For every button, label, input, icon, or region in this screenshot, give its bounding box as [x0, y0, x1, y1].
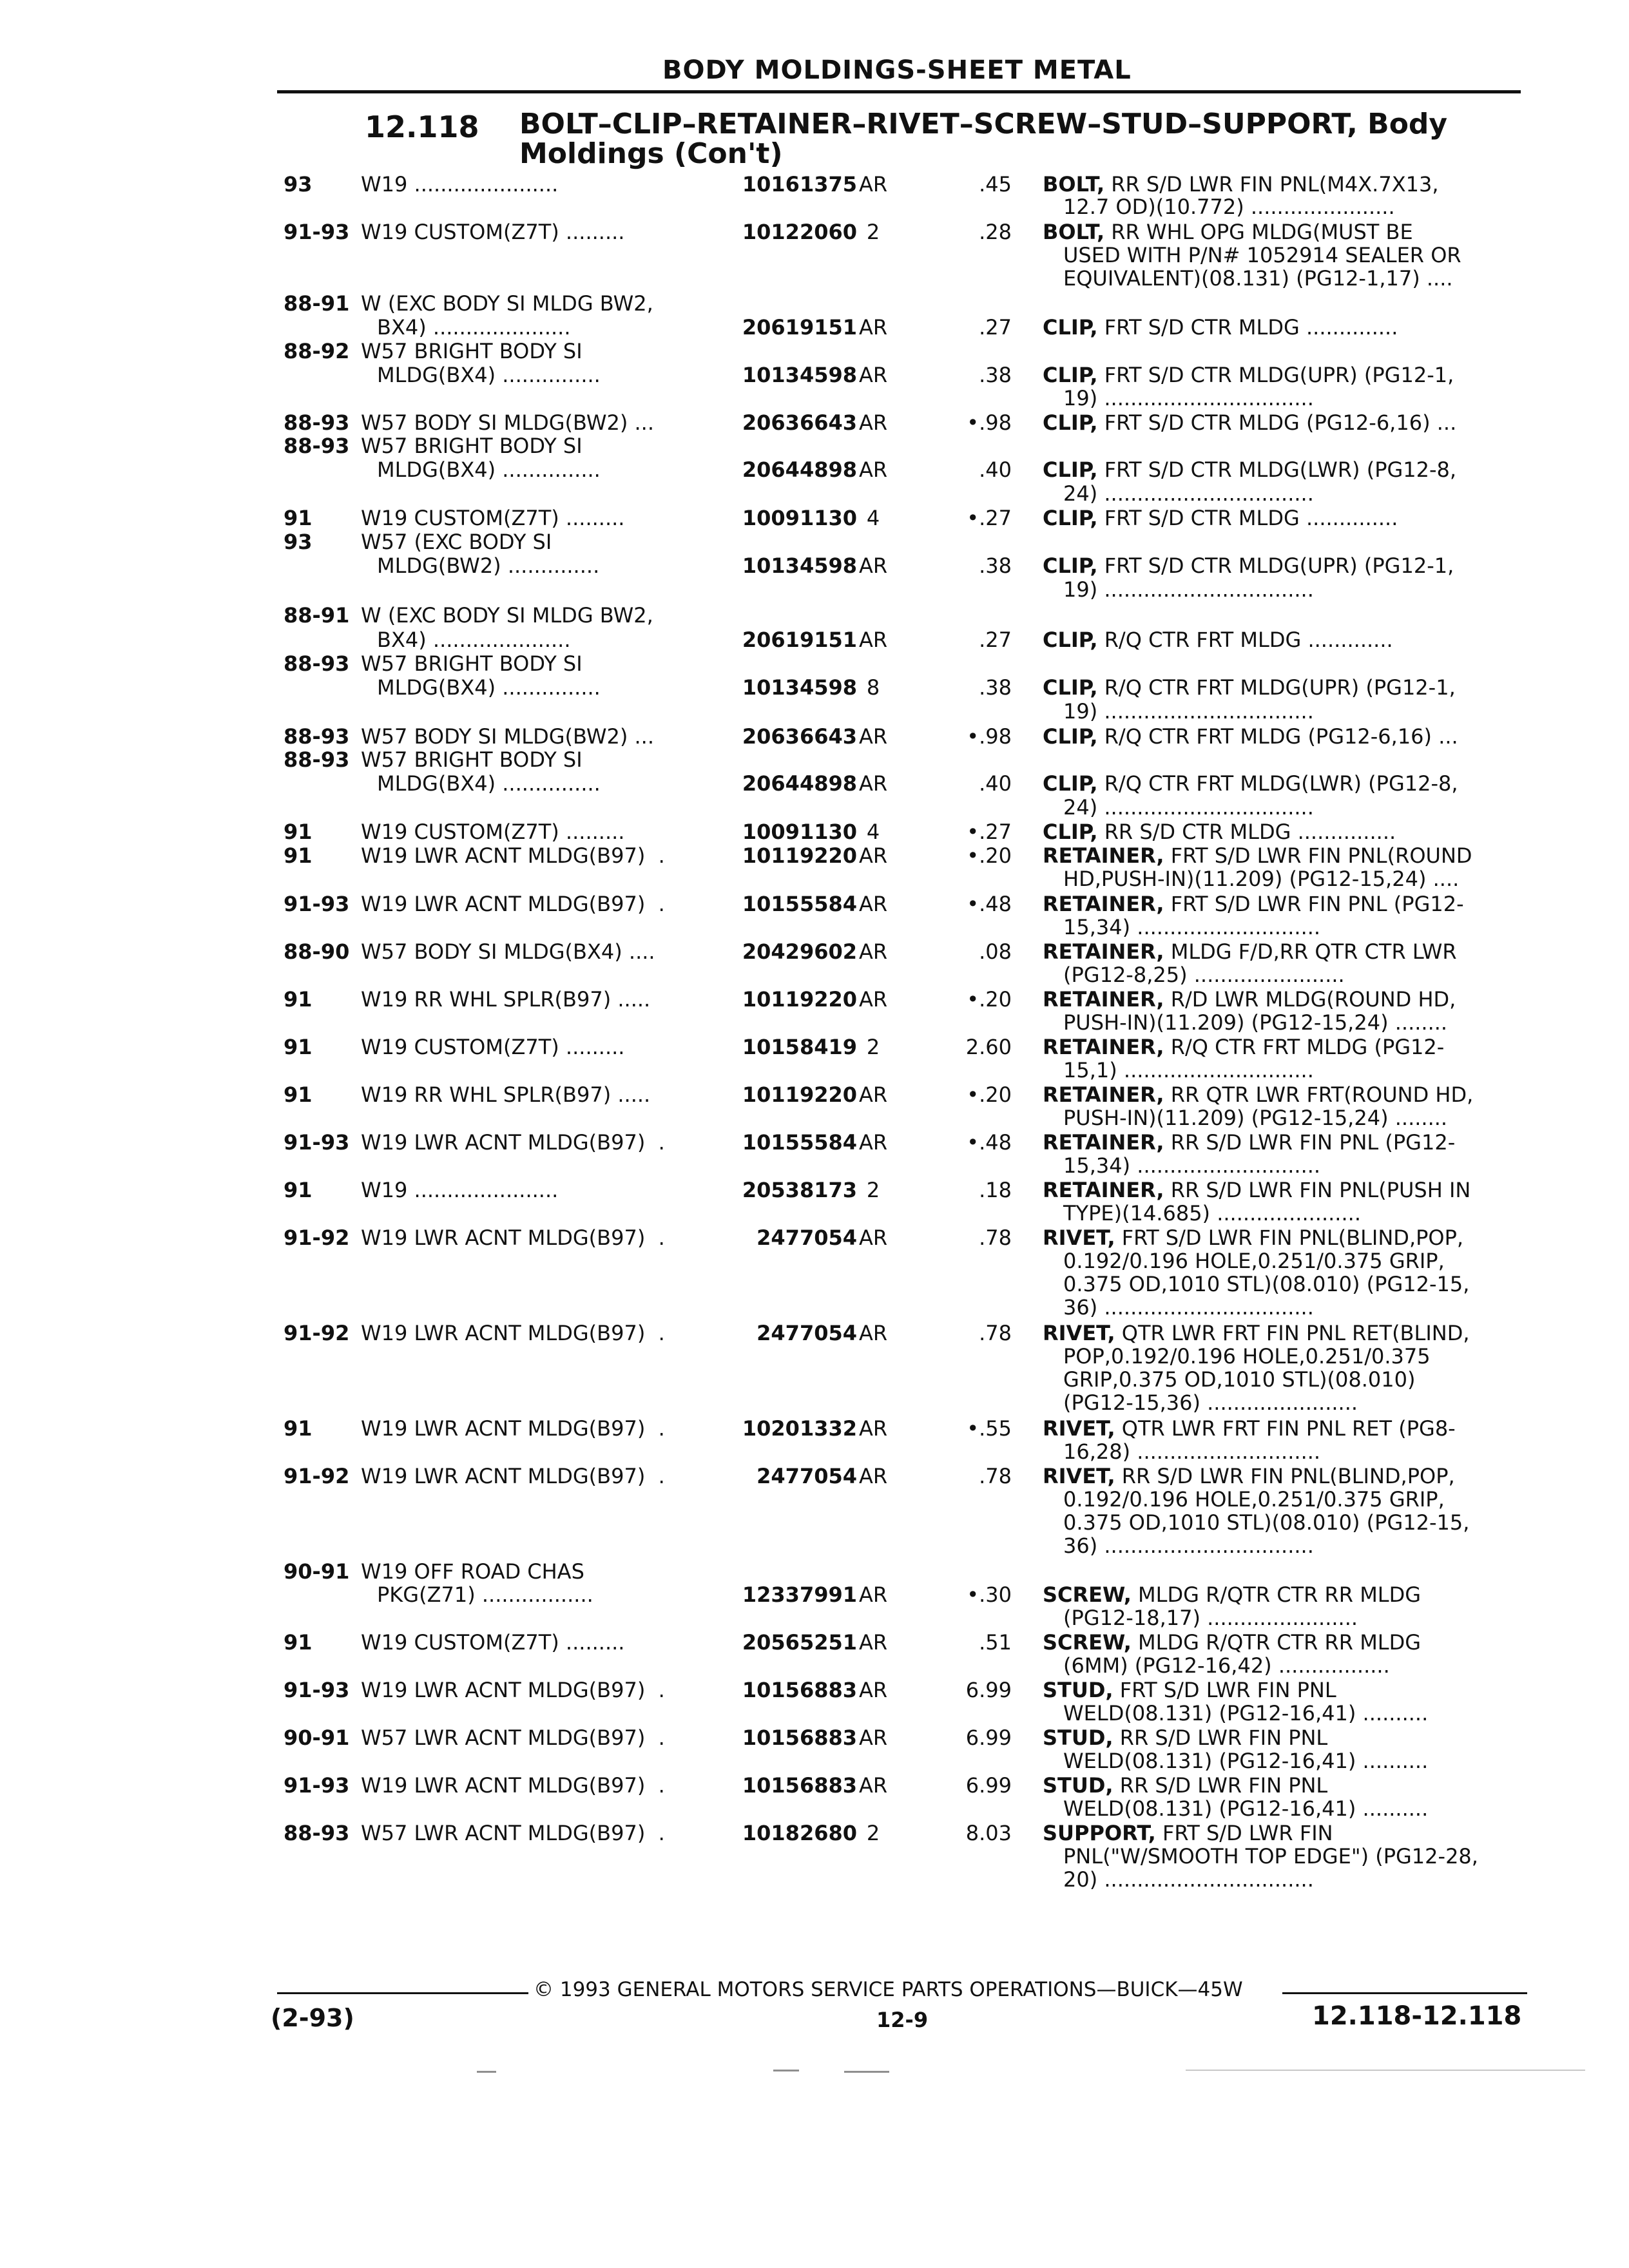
application: W57 BRIGHT BODY SI — [361, 434, 583, 458]
application: W19 LWR ACNT MLDG(B97) . — [361, 1225, 665, 1250]
description-continued: 15,1) ............................. — [1063, 1058, 1314, 1082]
quantity: AR — [858, 1464, 888, 1488]
application-continued: MLDG(BW2) .............. — [377, 553, 600, 578]
description-continued: USED WITH P/N# 1052914 SEALER OR — [1063, 243, 1461, 267]
model-years: 91 — [284, 1630, 313, 1655]
quantity: AR — [858, 1678, 888, 1702]
application: W57 BRIGHT BODY SI — [361, 651, 583, 676]
quantity: 4 — [866, 506, 880, 530]
quantity: AR — [858, 553, 888, 578]
section-title: BOLT–CLIP–RETAINER–RIVET–SCREW–STUD–SUPPORT, Body Moldings (Con't) — [519, 108, 1448, 170]
quantity: AR — [858, 892, 888, 916]
application: W (EXC BODY SI MLDG BW2, — [361, 291, 653, 316]
price: •.20 — [967, 1082, 1012, 1107]
part-number: 10134598 — [742, 363, 857, 387]
price: •.98 — [967, 724, 1012, 749]
part-number: 10155584 — [742, 1130, 857, 1155]
part-number: 10134598 — [742, 553, 857, 578]
description-continued: 0.375 OD,1010 STL)(08.010) (PG12-15, — [1063, 1510, 1470, 1535]
description: RETAINER, R/Q CTR FRT MLDG (PG12- — [1043, 1035, 1445, 1059]
model-years: 88-93 — [284, 434, 350, 458]
scan-artifact — [773, 2070, 799, 2071]
application-continued: MLDG(BX4) ............... — [377, 457, 601, 482]
model-years: 93 — [284, 530, 313, 554]
application: W57 BODY SI MLDG(BW2) ... — [361, 410, 654, 435]
description: CLIP, FRT S/D CTR MLDG .............. — [1043, 506, 1398, 530]
quantity: AR — [858, 1416, 888, 1441]
application: W57 BRIGHT BODY SI — [361, 339, 583, 363]
application: W19 ...................... — [361, 172, 559, 197]
application: W19 ...................... — [361, 1178, 559, 1202]
application-continued: PKG(Z71) ................. — [377, 1582, 593, 1607]
price: •.20 — [967, 987, 1012, 1012]
application: W57 LWR ACNT MLDG(B97) . — [361, 1725, 665, 1750]
description-continued: 15,34) ............................ — [1063, 915, 1321, 939]
model-years: 91-93 — [284, 892, 350, 916]
description-continued: PUSH-IN)(11.209) (PG12-15,24) ........ — [1063, 1010, 1448, 1035]
price: .27 — [979, 628, 1012, 652]
quantity: 2 — [866, 1035, 880, 1059]
edition-date: (2-93) — [271, 2004, 354, 2032]
part-number: 10119220 — [742, 1082, 857, 1107]
application: W19 LWR ACNT MLDG(B97) . — [361, 1773, 665, 1798]
quantity: 8 — [866, 675, 880, 700]
model-years: 88-91 — [284, 603, 350, 628]
part-number: 10156883 — [742, 1773, 857, 1798]
application: W19 LWR ACNT MLDG(B97) . — [361, 1130, 665, 1155]
application: W19 LWR ACNT MLDG(B97) . — [361, 1464, 665, 1488]
description-continued: GRIP,0.375 OD,1010 STL)(08.010) — [1063, 1367, 1416, 1392]
application: W57 (EXC BODY SI — [361, 530, 552, 554]
description: RIVET, RR S/D LWR FIN PNL(BLIND,POP, — [1043, 1464, 1455, 1488]
application-continued: BX4) ..................... — [377, 315, 571, 340]
model-years: 91 — [284, 1035, 313, 1059]
quantity: AR — [858, 457, 888, 482]
description: RETAINER, RR QTR LWR FRT(ROUND HD, — [1043, 1082, 1474, 1107]
quantity: AR — [858, 771, 888, 796]
footer-rule-left — [277, 1992, 528, 1994]
description-continued: WELD(08.131) (PG12-16,41) .......... — [1063, 1701, 1429, 1725]
footer-rule-right — [1282, 1992, 1527, 1994]
description-continued: 36) ................................ — [1063, 1533, 1314, 1558]
price: •.20 — [967, 843, 1012, 868]
model-years: 91 — [284, 1416, 313, 1441]
price: •.30 — [967, 1582, 1012, 1607]
price: .08 — [979, 939, 1012, 964]
part-number: 20636643 — [742, 724, 857, 749]
price: 6.99 — [965, 1773, 1012, 1798]
model-years: 91-93 — [284, 220, 350, 244]
part-number: 20538173 — [742, 1178, 857, 1202]
price: 6.99 — [965, 1725, 1012, 1750]
application: W (EXC BODY SI MLDG BW2, — [361, 603, 653, 628]
price: •.27 — [967, 506, 1012, 530]
description-continued: 0.192/0.196 HOLE,0.251/0.375 GRIP, — [1063, 1249, 1445, 1273]
description-continued: PUSH-IN)(11.209) (PG12-15,24) ........ — [1063, 1106, 1448, 1130]
model-years: 90-91 — [284, 1559, 350, 1584]
description: SCREW, MLDG R/QTR CTR RR MLDG — [1043, 1582, 1422, 1607]
price: .78 — [979, 1464, 1012, 1488]
description: CLIP, FRT S/D CTR MLDG (PG12-6,16) ... — [1043, 410, 1457, 435]
description: BOLT, RR S/D LWR FIN PNL(M4X.7X13, — [1043, 172, 1439, 197]
description-continued: POP,0.192/0.196 HOLE,0.251/0.375 — [1063, 1344, 1431, 1369]
application: W19 CUSTOM(Z7T) ......... — [361, 1630, 625, 1655]
quantity: AR — [858, 843, 888, 868]
quantity: AR — [858, 315, 888, 340]
application: W19 LWR ACNT MLDG(B97) . — [361, 1416, 665, 1441]
description-continued: (PG12-8,25) ....................... — [1063, 963, 1345, 987]
application: W57 BRIGHT BODY SI — [361, 747, 583, 772]
description: BOLT, RR WHL OPG MLDG(MUST BE — [1043, 220, 1413, 244]
model-years: 91 — [284, 820, 313, 844]
application: W19 CUSTOM(Z7T) ......... — [361, 820, 625, 844]
description: RETAINER, RR S/D LWR FIN PNL(PUSH IN — [1043, 1178, 1471, 1202]
part-number: 2477054 — [757, 1225, 857, 1250]
description: CLIP, RR S/D CTR MLDG ............... — [1043, 820, 1396, 844]
model-years: 88-93 — [284, 1821, 350, 1845]
model-years: 88-93 — [284, 651, 350, 676]
price: 8.03 — [965, 1821, 1012, 1845]
quantity: AR — [858, 628, 888, 652]
quantity: AR — [858, 1082, 888, 1107]
quantity: AR — [858, 410, 888, 435]
application-continued: BX4) ..................... — [377, 628, 571, 652]
description: RETAINER, MLDG F/D,RR QTR CTR LWR — [1043, 939, 1457, 964]
part-number: 20619151 — [742, 628, 857, 652]
part-number: 20429602 — [742, 939, 857, 964]
model-years: 91 — [284, 1178, 313, 1202]
model-years: 91 — [284, 506, 313, 530]
model-years: 88-93 — [284, 724, 350, 749]
description-continued: 24) ................................ — [1063, 481, 1314, 506]
description: CLIP, FRT S/D CTR MLDG(UPR) (PG12-1, — [1043, 553, 1454, 578]
price: .51 — [979, 1630, 1012, 1655]
price: •.48 — [967, 1130, 1012, 1155]
description-continued: 19) ................................ — [1063, 577, 1314, 602]
description-continued: 19) ................................ — [1063, 386, 1314, 410]
price: .38 — [979, 363, 1012, 387]
description-continued: (6MM) (PG12-16,42) ................. — [1063, 1653, 1390, 1678]
page-header: BODY MOLDINGS-SHEET METAL — [662, 55, 1132, 85]
description-continued: EQUIVALENT)(08.131) (PG12-1,17) .... — [1063, 266, 1453, 291]
application: W19 LWR ACNT MLDG(B97) . — [361, 892, 665, 916]
section-number: 12.118 — [365, 110, 479, 144]
copyright: © 1993 GENERAL MOTORS SERVICE PARTS OPERATIONS—BUICK—45W — [534, 1978, 1243, 2001]
model-years: 88-90 — [284, 939, 350, 964]
model-years: 91 — [284, 1082, 313, 1107]
part-number: 10156883 — [742, 1678, 857, 1702]
price: .40 — [979, 771, 1012, 796]
description-continued: 0.375 OD,1010 STL)(08.010) (PG12-15, — [1063, 1272, 1470, 1296]
part-number: 10156883 — [742, 1725, 857, 1750]
description: CLIP, FRT S/D CTR MLDG(UPR) (PG12-1, — [1043, 363, 1454, 387]
price: •.55 — [967, 1416, 1012, 1441]
description-continued: (PG12-15,36) ....................... — [1063, 1390, 1358, 1415]
quantity: AR — [858, 1225, 888, 1250]
model-years: 91 — [284, 843, 313, 868]
part-number: 10119220 — [742, 843, 857, 868]
model-years: 91-92 — [284, 1321, 350, 1345]
part-number: 10182680 — [742, 1821, 857, 1845]
application: W19 LWR ACNT MLDG(B97) . — [361, 1678, 665, 1702]
part-number: 10161375 — [742, 172, 857, 197]
quantity: AR — [858, 1725, 888, 1750]
application: W57 BODY SI MLDG(BX4) .... — [361, 939, 655, 964]
price: 2.60 — [965, 1035, 1012, 1059]
description: RETAINER, RR S/D LWR FIN PNL (PG12- — [1043, 1130, 1456, 1155]
model-years: 91-92 — [284, 1225, 350, 1250]
description: STUD, RR S/D LWR FIN PNL — [1043, 1725, 1328, 1750]
price: .27 — [979, 315, 1012, 340]
description-continued: 24) ................................ — [1063, 795, 1314, 820]
quantity: 2 — [866, 220, 880, 244]
model-years: 91-93 — [284, 1130, 350, 1155]
description: CLIP, R/Q CTR FRT MLDG(LWR) (PG12-8, — [1043, 771, 1458, 796]
price: •.98 — [967, 410, 1012, 435]
application: W19 CUSTOM(Z7T) ......... — [361, 506, 625, 530]
page-number: 12-9 — [876, 2008, 929, 2032]
part-number: 2477054 — [757, 1321, 857, 1345]
part-number: 10122060 — [742, 220, 857, 244]
description-continued: 0.192/0.196 HOLE,0.251/0.375 GRIP, — [1063, 1487, 1445, 1512]
part-number: 10134598 — [742, 675, 857, 700]
model-years: 88-93 — [284, 410, 350, 435]
model-years: 88-91 — [284, 291, 350, 316]
application: W57 BODY SI MLDG(BW2) ... — [361, 724, 654, 749]
price: .78 — [979, 1321, 1012, 1345]
part-number: 20644898 — [742, 457, 857, 482]
description: RETAINER, R/D LWR MLDG(ROUND HD, — [1043, 987, 1456, 1012]
description: RETAINER, FRT S/D LWR FIN PNL (PG12- — [1043, 892, 1464, 916]
part-number: 12337991 — [742, 1582, 857, 1607]
description-continued: WELD(08.131) (PG12-16,41) .......... — [1063, 1796, 1429, 1821]
description-continued: (PG12-18,17) ....................... — [1063, 1606, 1358, 1630]
quantity: 2 — [866, 1178, 880, 1202]
description: RIVET, QTR LWR FRT FIN PNL RET (PG8- — [1043, 1416, 1456, 1441]
quantity: AR — [858, 363, 888, 387]
part-number: 10158419 — [742, 1035, 857, 1059]
part-number: 20619151 — [742, 315, 857, 340]
price: •.27 — [967, 820, 1012, 844]
description: SUPPORT, FRT S/D LWR FIN — [1043, 1821, 1333, 1845]
description-continued: 15,34) ............................ — [1063, 1153, 1321, 1178]
application: W19 LWR ACNT MLDG(B97) . — [361, 1321, 665, 1345]
part-number: 20644898 — [742, 771, 857, 796]
description: CLIP, R/Q CTR FRT MLDG (PG12-6,16) ... — [1043, 724, 1458, 749]
model-years: 91 — [284, 987, 313, 1012]
model-years: 91-93 — [284, 1678, 350, 1702]
application: W19 OFF ROAD CHAS — [361, 1559, 584, 1584]
part-number: 2477054 — [757, 1464, 857, 1488]
price: .40 — [979, 457, 1012, 482]
quantity: AR — [858, 939, 888, 964]
part-number: 20636643 — [742, 410, 857, 435]
application: W19 CUSTOM(Z7T) ......... — [361, 1035, 625, 1059]
application: W19 CUSTOM(Z7T) ......... — [361, 220, 625, 244]
description: CLIP, R/Q CTR FRT MLDG(UPR) (PG12-1, — [1043, 675, 1456, 700]
description-continued: 36) ................................ — [1063, 1295, 1314, 1320]
scan-artifact — [844, 2071, 889, 2073]
description-continued: 19) ................................ — [1063, 699, 1314, 724]
model-years: 93 — [284, 172, 313, 197]
price: .18 — [979, 1178, 1012, 1202]
application-continued: MLDG(BX4) ............... — [377, 363, 601, 387]
application-continued: MLDG(BX4) ............... — [377, 771, 601, 796]
price: .38 — [979, 553, 1012, 578]
quantity: AR — [858, 1130, 888, 1155]
description: CLIP, FRT S/D CTR MLDG .............. — [1043, 315, 1398, 340]
application: W19 RR WHL SPLR(B97) ..... — [361, 1082, 651, 1107]
quantity: AR — [858, 172, 888, 197]
description: STUD, RR S/D LWR FIN PNL — [1043, 1773, 1328, 1798]
description-continued: 12.7 OD)(10.772) ...................... — [1063, 195, 1395, 219]
quantity: 4 — [866, 820, 880, 844]
description: CLIP, R/Q CTR FRT MLDG ............. — [1043, 628, 1393, 652]
scan-artifact — [477, 2071, 496, 2073]
part-number: 10155584 — [742, 892, 857, 916]
description: SCREW, MLDG R/QTR CTR RR MLDG — [1043, 1630, 1422, 1655]
price: .38 — [979, 675, 1012, 700]
application-continued: MLDG(BX4) ............... — [377, 675, 601, 700]
quantity: AR — [858, 987, 888, 1012]
description-continued: 20) ................................ — [1063, 1867, 1314, 1892]
quantity: AR — [858, 1321, 888, 1345]
description: CLIP, FRT S/D CTR MLDG(LWR) (PG12-8, — [1043, 457, 1457, 482]
price: .78 — [979, 1225, 1012, 1250]
quantity: AR — [858, 1773, 888, 1798]
application: W19 RR WHL SPLR(B97) ..... — [361, 987, 651, 1012]
part-number: 10201332 — [742, 1416, 857, 1441]
quantity: AR — [858, 724, 888, 749]
part-number: 20565251 — [742, 1630, 857, 1655]
scan-artifact — [1186, 2070, 1585, 2071]
price: 6.99 — [965, 1678, 1012, 1702]
model-years: 88-92 — [284, 339, 350, 363]
price: •.48 — [967, 892, 1012, 916]
description-continued: HD,PUSH-IN)(11.209) (PG12-15,24) .... — [1063, 867, 1460, 891]
application: W19 LWR ACNT MLDG(B97) . — [361, 843, 665, 868]
section-range: 12.118-12.118 — [1312, 2001, 1522, 2031]
application: W57 LWR ACNT MLDG(B97) . — [361, 1821, 665, 1845]
part-number: 10091130 — [742, 820, 857, 844]
description-continued: PNL("W/SMOOTH TOP EDGE") (PG12-28, — [1063, 1844, 1478, 1869]
description: RIVET, QTR LWR FRT FIN PNL RET(BLIND, — [1043, 1321, 1470, 1345]
price: .28 — [979, 220, 1012, 244]
description: STUD, FRT S/D LWR FIN PNL — [1043, 1678, 1336, 1702]
model-years: 91-93 — [284, 1773, 350, 1798]
part-number: 10119220 — [742, 987, 857, 1012]
quantity: AR — [858, 1582, 888, 1607]
quantity: 2 — [866, 1821, 880, 1845]
quantity: AR — [858, 1630, 888, 1655]
description-continued: 16,28) ............................ — [1063, 1439, 1321, 1464]
price: .45 — [979, 172, 1012, 197]
part-number: 10091130 — [742, 506, 857, 530]
model-years: 90-91 — [284, 1725, 350, 1750]
description: RIVET, FRT S/D LWR FIN PNL(BLIND,POP, — [1043, 1225, 1464, 1250]
description: RETAINER, FRT S/D LWR FIN PNL(ROUND — [1043, 843, 1472, 868]
model-years: 91-92 — [284, 1464, 350, 1488]
description-continued: TYPE)(14.685) ...................... — [1063, 1201, 1361, 1225]
model-years: 88-93 — [284, 747, 350, 772]
description-continued: WELD(08.131) (PG12-16,41) .......... — [1063, 1749, 1429, 1773]
